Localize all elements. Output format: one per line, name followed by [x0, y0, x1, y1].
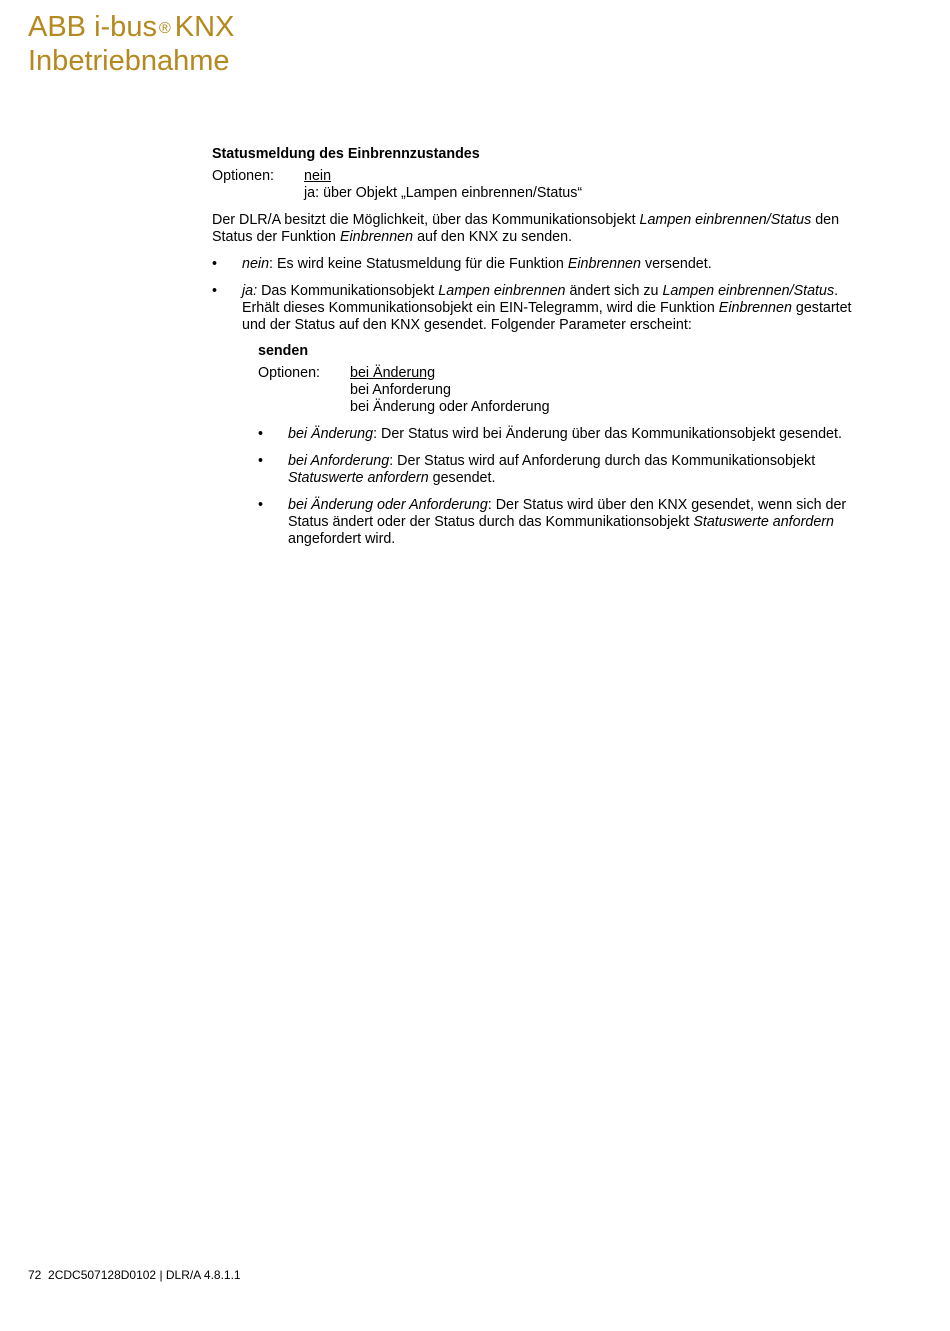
options-label: Optionen: — [212, 168, 274, 184]
options-label: Optionen: — [258, 365, 320, 381]
bullet-icon: • — [258, 426, 264, 442]
options-list — [304, 168, 582, 202]
options-block — [258, 365, 862, 416]
document-id: 2CDC507128D0102 | DLR/A 4.8.1.1 — [48, 1268, 241, 1282]
list-item: • bei Anforderung: Der Status wird auf Anforderung durch das Kommunikationsobjekt Statuswerte anfordern gesendet. — [258, 453, 816, 486]
option-item: bei Anforderung — [350, 382, 451, 398]
bullet-icon: • — [212, 283, 218, 299]
main-content — [212, 146, 862, 548]
option-default: bei Änderung — [350, 365, 436, 381]
option-item: ja: über Objekt „Lampen einbrennen/Status“ — [304, 185, 583, 201]
senden-heading: senden — [258, 343, 309, 359]
option-item: bei Änderung oder Anforderung — [350, 399, 550, 415]
list-item: • nein: Es wird keine Statusmeldung für die Funktion Einbrennen versendet. — [212, 256, 712, 272]
description-paragraph: Der DLR/A besitzt die Möglichkeit, über das Kommunikationsobjekt Lampen einbrennen/Status den Status der Funktion Einbrennen auf den KNX zu senden. — [212, 212, 840, 245]
page-number: 72 — [28, 1268, 42, 1282]
list-item: • bei Änderung oder Anforderung: Der Status wird über den KNX gesendet, wenn sich der Status ändert oder der Status durch das Kommunikationsobjekt Statuswerte anfordern angefordert wird. — [258, 497, 847, 547]
list-item: • ja: Das Kommunikationsobjekt Lampen einbrennen ändert sich zu Lampen einbrennen/Status. Erhält dieses Kommunikationsobjekt ein EIN-Telegramm, wird die Funktion Einbrennen gestartet und der Status auf den KNX gesendet. Folgender Parameter erscheint: — [212, 283, 852, 333]
bullet-icon: • — [212, 256, 218, 272]
option-default: nein — [304, 168, 332, 184]
senden-parameter — [258, 343, 862, 548]
page-footer — [28, 1268, 241, 1282]
registered-mark: ® — [158, 20, 171, 37]
header-title: ABB i-bus ® KNX — [28, 11, 235, 43]
header-subtitle: Inbetriebnahme — [28, 45, 230, 77]
bullet-icon: • — [258, 497, 264, 513]
list-item: • bei Änderung: Der Status wird bei Änderung über das Kommunikationsobjekt gesendet. — [258, 426, 842, 442]
bullet-icon: • — [258, 453, 264, 469]
section-heading: Statusmeldung des Einbrennzustandes — [212, 146, 480, 162]
options-block — [212, 168, 862, 202]
document-header — [28, 10, 234, 78]
options-list — [350, 365, 550, 416]
